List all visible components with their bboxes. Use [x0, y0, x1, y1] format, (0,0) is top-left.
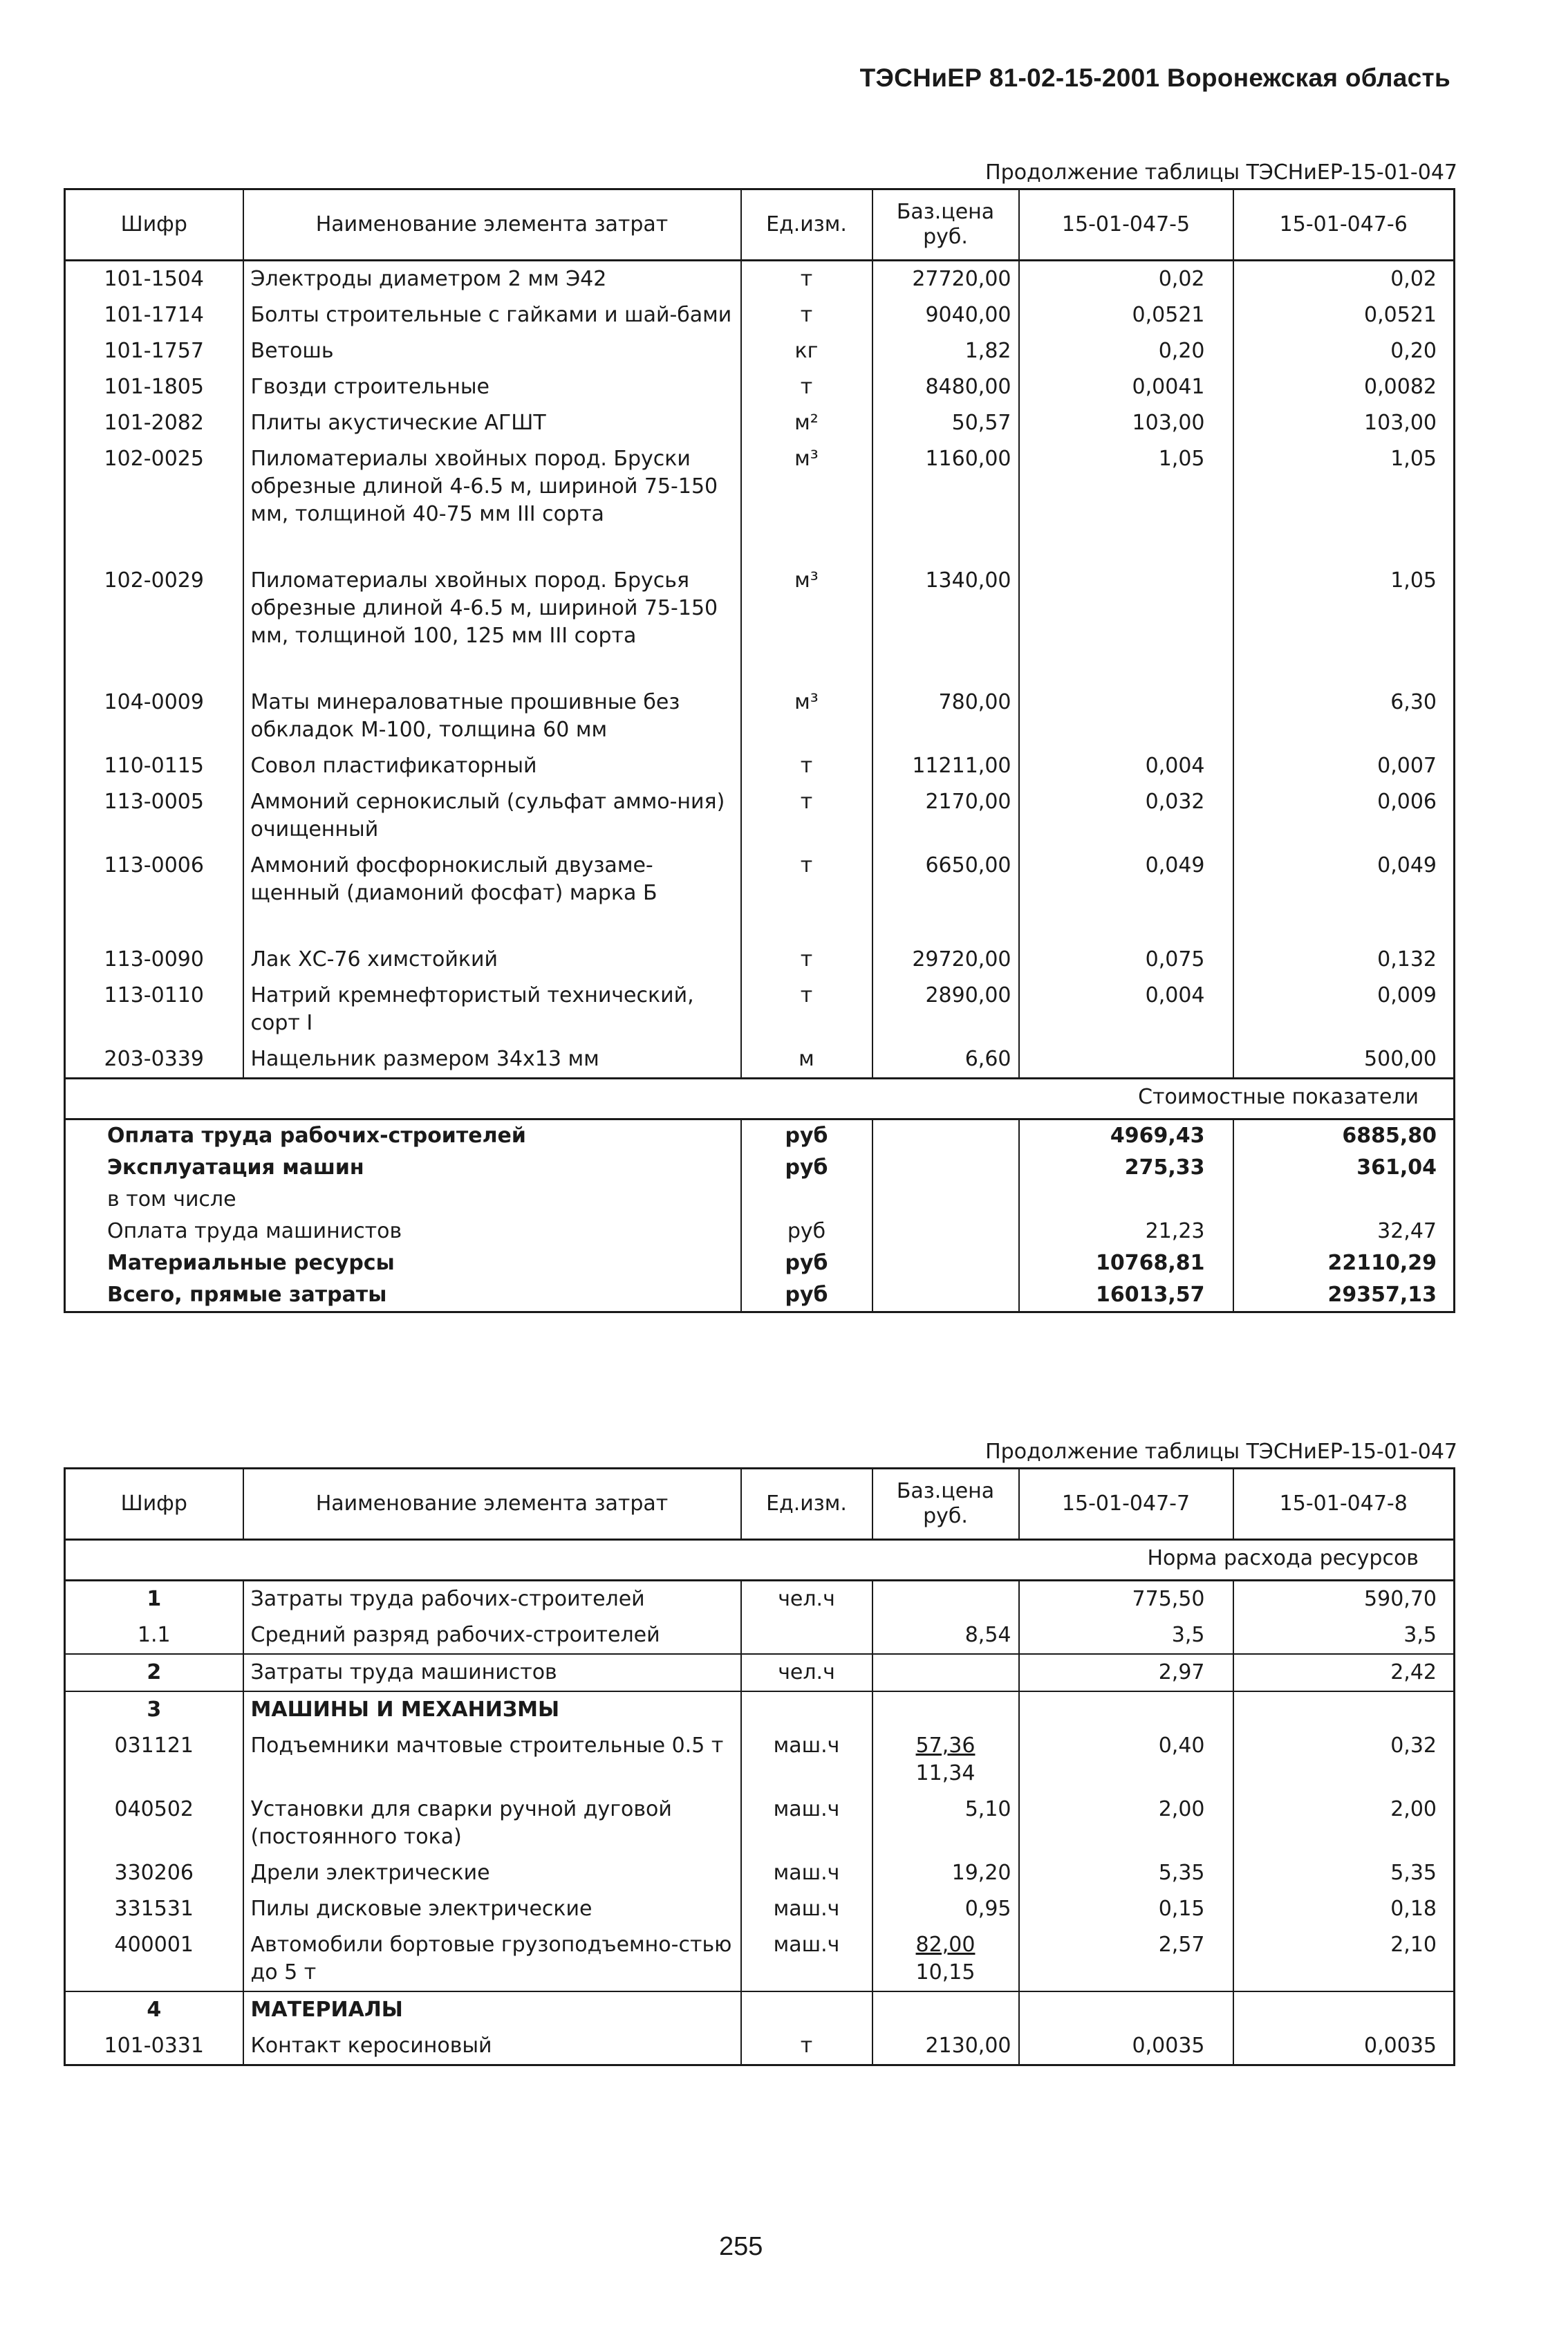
row-value-1: 775,50 — [1019, 1581, 1233, 1618]
row-value-2: 0,0521 — [1364, 303, 1437, 327]
row-unit: т — [741, 261, 872, 298]
row-unit — [741, 1617, 872, 1654]
table1-header-row — [65, 189, 1455, 261]
table2 — [64, 1467, 1455, 2066]
price-secondary: 11,34 — [915, 1761, 976, 1785]
row-value-2 — [1233, 1991, 1455, 2028]
row-code: 031121 — [65, 1728, 243, 1792]
row-value-2: 2,10 — [1390, 1933, 1437, 1957]
price-primary: 57,36 — [915, 1734, 976, 1758]
price-primary: 5,10 — [964, 1797, 1011, 1821]
col-header-v1: 15-01-047-7 — [1019, 1469, 1233, 1540]
row-code: 113-0090 — [65, 942, 243, 978]
summary-row — [65, 1119, 1455, 1153]
row-name: Контакт керосиновый — [243, 2028, 741, 2065]
row-value-2: 1,05 — [1390, 447, 1437, 471]
row-unit: м³ — [741, 685, 872, 748]
table-row — [65, 1927, 1455, 1991]
table-row — [65, 405, 1455, 441]
row-value-2: 590,70 — [1364, 1587, 1437, 1611]
row-name: Плиты акустические АГШТ — [243, 405, 741, 441]
row-price — [872, 1581, 1019, 1618]
summary-label: Оплата труда рабочих-строителей — [65, 1119, 741, 1153]
row-unit: т — [741, 978, 872, 1041]
row-value-2: 2,42 — [1233, 1654, 1455, 1691]
row-name: Аммоний фосфорнокислый двузаме-щенный (диамоний фосфат) марка Б — [243, 848, 741, 942]
row-price: 2170,00 — [872, 784, 1019, 848]
row-value-1: 0,0041 — [1019, 369, 1233, 405]
row-value-1: 0,049 — [1019, 848, 1233, 942]
row-price — [872, 1991, 1019, 2028]
row-unit: м — [741, 1041, 872, 1079]
row-value-1 — [1019, 1041, 1233, 1079]
table-row — [65, 848, 1455, 942]
summary-value-2: 29357,13 — [1327, 1283, 1437, 1307]
row-price — [872, 1927, 1019, 1991]
price-primary: 2130,00 — [925, 2034, 1011, 2058]
row-code: 101-1805 — [65, 369, 243, 405]
summary-value-2: 22110,29 — [1327, 1251, 1437, 1275]
table-row — [65, 1792, 1455, 1855]
table-row — [65, 1728, 1455, 1792]
row-price — [872, 1617, 1019, 1654]
row-name: Пиломатериалы хвойных пород. Бруски обрезные длиной 4-6.5 м, шириной 75-150 мм, толщиной 40-75 мм III сорта — [243, 441, 741, 563]
row-value-1: 3,5 — [1019, 1617, 1233, 1654]
row-name: Натрий кремнефтористый технический, сорт I — [243, 978, 741, 1041]
document-header: ТЭСНиЕР 81-02-15-2001 Воронежская область — [859, 64, 1450, 92]
table-row — [65, 369, 1455, 405]
table-row — [65, 978, 1455, 1041]
row-value-1 — [1019, 685, 1233, 748]
row-value-1: 1,05 — [1019, 441, 1233, 563]
col-header-v2: 15-01-047-6 — [1233, 189, 1455, 261]
row-name: Дрели электрические — [243, 1855, 741, 1891]
row-unit: маш.ч — [741, 1927, 872, 1991]
row-value-2: 0,02 — [1390, 267, 1437, 291]
row-unit: т — [741, 748, 872, 784]
row-value-2: 2,00 — [1390, 1797, 1437, 1821]
row-unit: маш.ч — [741, 1855, 872, 1891]
row-value-2: 0,20 — [1390, 339, 1437, 363]
row-name: Маты минераловатные прошивные без обкладок М-100, толщина 60 мм — [243, 685, 741, 748]
row-code: 040502 — [65, 1792, 243, 1855]
row-value-1: 103,00 — [1019, 405, 1233, 441]
summary-row — [65, 1184, 1455, 1216]
row-code: 101-1757 — [65, 333, 243, 369]
row-code: 113-0006 — [65, 848, 243, 942]
row-name: Установки для сварки ручной дуговой (постоянного тока) — [243, 1792, 741, 1855]
row-code: 110-0115 — [65, 748, 243, 784]
row-unit — [741, 1991, 872, 2028]
summary-price — [872, 1279, 1019, 1312]
row-price: 9040,00 — [872, 297, 1019, 333]
row-code: 101-0331 — [65, 2028, 243, 2065]
row-price: 780,00 — [872, 685, 1019, 748]
row-code: 101-1714 — [65, 297, 243, 333]
row-name: Средний разряд рабочих-строителей — [243, 1617, 741, 1654]
table2-section-row — [65, 1540, 1455, 1581]
row-name: Подъемники мачтовые строительные 0.5 т — [243, 1728, 741, 1792]
row-code: 102-0029 — [65, 563, 243, 685]
row-value-2: 3,5 — [1403, 1623, 1437, 1647]
row-unit: т — [741, 297, 872, 333]
row-price: 6650,00 — [872, 848, 1019, 942]
row-price: 8480,00 — [872, 369, 1019, 405]
row-value-2: 103,00 — [1364, 411, 1437, 435]
row-value-2: 0,0035 — [1364, 2034, 1437, 2058]
price-primary: 19,20 — [951, 1861, 1011, 1885]
row-name: Пиломатериалы хвойных пород. Брусья обрезные длиной 4-6.5 м, шириной 75-150 мм, толщиной 100, 125 мм III сорта — [243, 563, 741, 685]
row-price: 50,57 — [872, 405, 1019, 441]
row-name: Лак ХС-76 химстойкий — [243, 942, 741, 978]
table2-body — [65, 1581, 1455, 2065]
col-header-price: Баз.цена руб. — [872, 189, 1019, 261]
price-primary: 8,54 — [964, 1623, 1011, 1647]
row-code: 331531 — [65, 1891, 243, 1927]
row-price: 1160,00 — [872, 441, 1019, 563]
row-price: 11211,00 — [872, 748, 1019, 784]
row-unit: м³ — [741, 441, 872, 563]
row-value-1: 0,40 — [1019, 1728, 1233, 1792]
col-header-name: Наименование элемента затрат — [243, 189, 741, 261]
row-unit: чел.ч — [741, 1654, 872, 1691]
row-name: Затраты труда машинистов — [243, 1654, 741, 1691]
row-value-1 — [1019, 563, 1233, 685]
summary-unit — [741, 1184, 872, 1216]
row-value-2: 0,18 — [1390, 1897, 1437, 1921]
table-row — [65, 748, 1455, 784]
row-name: Совол пластификаторный — [243, 748, 741, 784]
row-name: Ветошь — [243, 333, 741, 369]
table2-caption: Продолжение таблицы ТЭСНиЕР-15-01-047 — [985, 1440, 1457, 1464]
row-code: 101-1504 — [65, 261, 243, 298]
summary-label: Всего, прямые затраты — [65, 1279, 741, 1312]
row-value-2 — [1233, 1691, 1455, 1728]
row-name: Аммоний сернокислый (сульфат аммо-ния) очищенный — [243, 784, 741, 848]
row-price — [872, 1891, 1019, 1927]
row-value-1: 0,004 — [1019, 748, 1233, 784]
row-code: 113-0110 — [65, 978, 243, 1041]
summary-row — [65, 1152, 1455, 1184]
col-header-v2: 15-01-047-8 — [1233, 1469, 1455, 1540]
row-value-1: 2,97 — [1019, 1654, 1233, 1691]
row-value-1: 5,35 — [1019, 1855, 1233, 1891]
row-price — [872, 1654, 1019, 1691]
row-code: 113-0005 — [65, 784, 243, 848]
row-name: Затраты труда рабочих-строителей — [243, 1581, 741, 1618]
row-value-2: 0,007 — [1377, 754, 1437, 778]
table1 — [64, 188, 1455, 1313]
row-value-2: 500,00 — [1364, 1047, 1437, 1071]
summary-value-1: 10768,81 — [1019, 1247, 1233, 1279]
row-value-2: 6,30 — [1390, 690, 1437, 714]
row-code: 203-0339 — [65, 1041, 243, 1079]
row-name: Пилы дисковые электрические — [243, 1891, 741, 1927]
row-value-2: 5,35 — [1390, 1861, 1437, 1885]
col-header-price: Баз.цена руб. — [872, 1469, 1019, 1540]
row-unit: т — [741, 784, 872, 848]
summary-value-1: 275,33 — [1019, 1152, 1233, 1184]
row-code: 101-2082 — [65, 405, 243, 441]
col-header-unit: Ед.изм. — [741, 189, 872, 261]
row-code: 3 — [65, 1691, 243, 1728]
table-row — [65, 784, 1455, 848]
price-primary: 82,00 — [915, 1933, 976, 1957]
table-row — [65, 1691, 1455, 1728]
row-value-2: 1,05 — [1390, 568, 1437, 593]
table1-summary — [65, 1119, 1455, 1312]
summary-unit: руб — [741, 1216, 872, 1247]
table-row — [65, 1617, 1455, 1654]
summary-label: Оплата труда машинистов — [65, 1216, 741, 1247]
row-code: 2 — [65, 1654, 243, 1691]
row-price: 27720,00 — [872, 261, 1019, 298]
summary-row — [65, 1279, 1455, 1312]
table-row — [65, 1654, 1455, 1691]
row-value-1 — [1019, 1691, 1233, 1728]
col-header-code: Шифр — [65, 189, 243, 261]
section-cost-indicators: Стоимостные показатели — [65, 1079, 1455, 1119]
table-row — [65, 441, 1455, 563]
row-unit: м³ — [741, 563, 872, 685]
row-price — [872, 1728, 1019, 1792]
row-value-1: 0,15 — [1019, 1891, 1233, 1927]
row-value-1: 0,0035 — [1019, 2028, 1233, 2065]
summary-unit: руб — [741, 1279, 872, 1312]
row-unit: т — [741, 369, 872, 405]
row-value-1: 0,02 — [1019, 261, 1233, 298]
row-price — [872, 1855, 1019, 1891]
section-resource-norms: Норма расхода ресурсов — [65, 1540, 1455, 1581]
table-row — [65, 1041, 1455, 1079]
summary-price — [872, 1216, 1019, 1247]
row-value-1: 0,0521 — [1019, 297, 1233, 333]
table-row — [65, 1991, 1455, 2028]
row-value-1 — [1019, 1991, 1233, 2028]
table2-header-row — [65, 1469, 1455, 1540]
summary-value-1: 4969,43 — [1019, 1119, 1233, 1153]
row-price: 29720,00 — [872, 942, 1019, 978]
summary-value-1: 21,23 — [1019, 1216, 1233, 1247]
row-unit: кг — [741, 333, 872, 369]
table1-caption: Продолжение таблицы ТЭСНиЕР-15-01-047 — [985, 160, 1457, 185]
row-price: 1,82 — [872, 333, 1019, 369]
row-unit: м² — [741, 405, 872, 441]
row-value-1: 0,20 — [1019, 333, 1233, 369]
row-unit: маш.ч — [741, 1891, 872, 1927]
summary-row — [65, 1247, 1455, 1279]
summary-unit: руб — [741, 1152, 872, 1184]
summary-value-2: 32,47 — [1377, 1219, 1437, 1243]
row-price: 1340,00 — [872, 563, 1019, 685]
summary-price — [872, 1119, 1019, 1153]
row-code: 400001 — [65, 1927, 243, 1991]
row-unit: т — [741, 848, 872, 942]
row-unit: маш.ч — [741, 1792, 872, 1855]
row-value-1: 2,57 — [1019, 1927, 1233, 1991]
table-row — [65, 333, 1455, 369]
row-value-1: 0,075 — [1019, 942, 1233, 978]
row-price — [872, 2028, 1019, 2065]
row-value-2: 0,132 — [1377, 947, 1437, 972]
summary-unit: руб — [741, 1247, 872, 1279]
row-name: Болты строительные с гайками и шай-бами — [243, 297, 741, 333]
row-price — [872, 1792, 1019, 1855]
table1-section-row — [65, 1079, 1455, 1119]
row-unit: т — [741, 2028, 872, 2065]
table-row — [65, 1891, 1455, 1927]
row-code: 1.1 — [65, 1617, 243, 1654]
row-code: 330206 — [65, 1855, 243, 1891]
price-primary: 0,95 — [964, 1897, 1011, 1921]
row-price: 6,60 — [872, 1041, 1019, 1079]
summary-price — [872, 1247, 1019, 1279]
summary-label: Эксплуатация машин — [65, 1152, 741, 1184]
col-header-v1: 15-01-047-5 — [1019, 189, 1233, 261]
summary-value-1 — [1019, 1184, 1233, 1216]
row-value-1: 2,00 — [1019, 1792, 1233, 1855]
summary-label: в том числе — [65, 1184, 741, 1216]
table-row — [65, 297, 1455, 333]
col-header-name: Наименование элемента затрат — [243, 1469, 741, 1540]
row-value-2: 0,006 — [1377, 790, 1437, 814]
row-code: 1 — [65, 1581, 243, 1618]
row-name: Нащельник размером 34х13 мм — [243, 1041, 741, 1079]
table-row — [65, 563, 1455, 685]
row-value-2: 0,0082 — [1364, 375, 1437, 399]
table-row — [65, 261, 1455, 298]
row-code: 104-0009 — [65, 685, 243, 748]
row-unit: чел.ч — [741, 1581, 872, 1618]
row-unit — [741, 1691, 872, 1728]
row-unit: маш.ч — [741, 1728, 872, 1792]
row-name: Электроды диаметром 2 мм Э42 — [243, 261, 741, 298]
summary-label: Материальные ресурсы — [65, 1247, 741, 1279]
row-price: 2890,00 — [872, 978, 1019, 1041]
page-number: 255 — [719, 2232, 763, 2261]
row-price — [872, 1691, 1019, 1728]
row-name: МАТЕРИАЛЫ — [243, 1991, 741, 2028]
summary-price — [872, 1184, 1019, 1216]
summary-price — [872, 1152, 1019, 1184]
table-row — [65, 685, 1455, 748]
row-value-1: 0,032 — [1019, 784, 1233, 848]
row-unit: т — [741, 942, 872, 978]
row-name: Гвозди строительные — [243, 369, 741, 405]
summary-value-2: 361,04 — [1356, 1155, 1437, 1180]
row-name: Автомобили бортовые грузоподъемно-стью до 5 т — [243, 1927, 741, 1991]
row-value-2: 0,32 — [1390, 1734, 1437, 1758]
table1-body — [65, 261, 1455, 1079]
table-row — [65, 1855, 1455, 1891]
col-header-unit: Ед.изм. — [741, 1469, 872, 1540]
summary-value-2 — [1233, 1184, 1455, 1216]
summary-unit: руб — [741, 1119, 872, 1153]
table-row — [65, 1581, 1455, 1618]
row-name: МАШИНЫ И МЕХАНИЗМЫ — [243, 1691, 741, 1728]
row-value-1: 0,004 — [1019, 978, 1233, 1041]
row-value-2: 0,009 — [1377, 983, 1437, 1007]
row-code: 4 — [65, 1991, 243, 2028]
summary-row — [65, 1216, 1455, 1247]
summary-value-1: 16013,57 — [1019, 1279, 1233, 1312]
summary-value-2: 6885,80 — [1342, 1124, 1437, 1148]
col-header-code: Шифр — [65, 1469, 243, 1540]
row-value-2: 0,049 — [1377, 853, 1437, 877]
table-row — [65, 2028, 1455, 2065]
price-secondary: 10,15 — [915, 1960, 976, 1985]
table-row — [65, 942, 1455, 978]
row-code: 102-0025 — [65, 441, 243, 563]
